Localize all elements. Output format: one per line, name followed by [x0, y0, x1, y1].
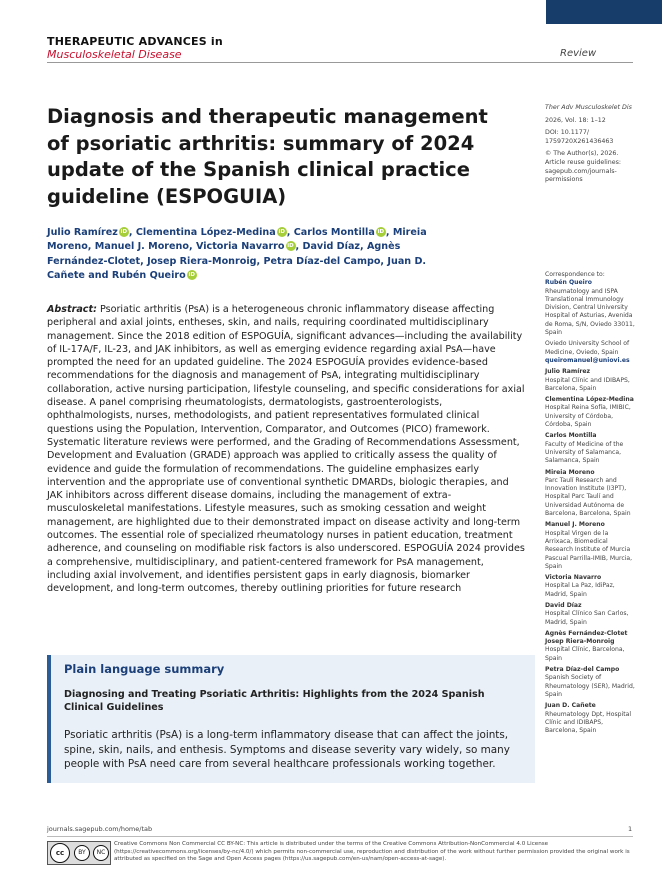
- affiliation-item: [545, 702, 635, 735]
- affiliation-names: Julio Ramírez: [545, 368, 591, 376]
- affiliation-names: Manuel J. Moreno: [545, 521, 605, 529]
- author-name[interactable]: Carlos Montilla: [293, 227, 375, 238]
- author-name[interactable]: Manuel J. Moreno: [94, 241, 189, 253]
- author-name[interactable]: Clementina López-Medina: [135, 227, 276, 238]
- affiliation-detail: Hospital Clínico San Carlos, Madrid, Spain: [545, 610, 629, 626]
- affiliation-detail: Spanish Society of Rheumatology (SER), Madrid, Spain: [545, 674, 635, 698]
- correspondence-address-2: Oviedo University School of Medicine, Oviedo, Spain: [545, 340, 630, 356]
- page-number: 1: [628, 825, 633, 833]
- author-name[interactable]: Juan D. Cañete: [47, 255, 427, 282]
- article-meta: [545, 104, 640, 185]
- author-name[interactable]: Josep Riera-Monroig: [147, 255, 257, 267]
- header-divider: [47, 62, 633, 63]
- author-separator: ,: [286, 227, 294, 238]
- author-name[interactable]: Agnès Fernández-Clotet: [47, 241, 401, 267]
- article-title: Diagnosis and therapeutic management of psoriatic arthritis: summary of 2024 update of the Spanish clinical practice guideline (ESPOGUIA): [47, 105, 488, 208]
- affiliation-item: [545, 602, 635, 627]
- orcid-icon[interactable]: iD: [287, 243, 294, 250]
- header-corner-bar: [546, 0, 662, 24]
- affiliation-item: [545, 521, 635, 571]
- affiliation-names: David Díaz: [545, 601, 582, 609]
- cc-icon: cc: [50, 843, 70, 863]
- correspondence-address: Rheumatology and ISPA Translational Immunology Division, Central University Hospital of Asturias, Avenida de Roma, S/N, Oviedo 33011, Spain: [545, 287, 635, 337]
- correspondence-name: Rubén Queiro: [545, 279, 592, 287]
- volume-info: 2026, Vol. 18: 1–12: [545, 116, 606, 124]
- correspondence-label: Correspondence to:: [545, 271, 605, 278]
- author-separator: ,: [140, 255, 148, 267]
- author-name[interactable]: Victoria Navarro: [195, 241, 285, 253]
- journal-subtitle: Musculoskeletal Disease: [47, 48, 182, 61]
- affiliation-names: Mireia Moreno: [545, 468, 595, 476]
- affiliation-names: Agnès Fernández-Clotet Josep Riera-Monroig: [545, 629, 628, 646]
- author-list: [47, 226, 447, 284]
- plain-language-heading: Plain language summary: [64, 662, 225, 676]
- footer-divider: [47, 836, 633, 837]
- cc-license-logo[interactable]: [47, 841, 111, 865]
- affiliation-names: Clementina López-Medina: [545, 396, 634, 404]
- orcid-icon[interactable]: iD: [188, 272, 195, 279]
- affiliation-names: Petra Díaz-del Campo: [545, 666, 620, 674]
- footer-url[interactable]: journals.sagepub.com/home/tab: [47, 825, 153, 833]
- affiliation-names: Juan D. Cañete: [545, 702, 596, 710]
- reuse-guidelines[interactable]: Article reuse guidelines: sagepub.com/journals-permissions: [545, 158, 622, 184]
- copyright: © The Author(s), 2026.: [545, 150, 619, 158]
- affiliation-detail: Rheumatology Dpt, Hospital Clínic and IDIBAPS, Barcelona, Spain: [545, 710, 632, 735]
- affiliation-item: [545, 396, 635, 429]
- author-separator: ,: [87, 241, 95, 253]
- affiliation-detail: Hospital Reina Sofía, IMIBIC, University of Córdoba, Córdoba, Spain: [545, 404, 631, 429]
- author-name[interactable]: Petra Díaz-del Campo: [263, 255, 381, 267]
- by-icon: BY: [74, 845, 90, 861]
- orcid-icon[interactable]: iD: [278, 229, 285, 235]
- plain-language-text: Psoriatic arthritis (PsA) is a long-term inflammatory disease that can affect the joints, spine, skin, nails, and enthesis. Symptoms and disease severity vary widely, so many people with PsA need care from several healthcare professionals working together.: [64, 729, 510, 770]
- author-separator: ,: [360, 241, 367, 253]
- affiliation-item: [545, 630, 635, 663]
- affiliation-item: [545, 469, 635, 519]
- doi-label: DOI: 10.1177/: [545, 129, 589, 137]
- abstract-label: Abstract:: [47, 304, 97, 315]
- affiliation-item: [545, 432, 635, 465]
- author-name[interactable]: David Díaz: [302, 241, 360, 253]
- author-name[interactable]: Julio Ramírez: [47, 227, 118, 238]
- author-separator: ,: [295, 241, 303, 253]
- affiliation-detail: Hospital Clínic, Barcelona, Spain: [545, 646, 625, 662]
- author-name[interactable]: Rubén Queiro: [111, 270, 186, 282]
- orcid-icon[interactable]: iD: [120, 229, 128, 235]
- affiliation-detail: Hospital La Paz, IdiPaz, Madrid, Spain: [545, 582, 615, 598]
- affiliation-detail: Faculty of Medicine of the University of Salamanca, Salamanca, Spain: [545, 440, 624, 465]
- author-name[interactable]: Mireia Moreno: [47, 227, 427, 253]
- orcid-icon[interactable]: iD: [377, 229, 385, 235]
- article-type: Review: [560, 48, 597, 59]
- author-separator: ,: [385, 227, 393, 238]
- author-separator: ,: [380, 255, 388, 267]
- author-separator: ,: [188, 241, 196, 253]
- correspondence-email[interactable]: queiromanuel@uniovi.es: [545, 356, 630, 364]
- author-separator: ,: [128, 227, 136, 238]
- affiliation-detail: Hospital Virgen de la Arrixaca, Biomedical Research Institute of Murcia Pascual Parrilla-IMIB, Murcia, Spain: [545, 529, 633, 570]
- affiliation-detail: Hospital Clínic and IDIBAPS, Barcelona, Spain: [545, 376, 630, 392]
- abstract-text: Psoriatic arthritis (PsA) is a heterogeneous chronic inflammatory disease affecting peripheral and axial joints, entheses, skin, and nails, requiring coordinated multidisciplinary management. Since the 2018 edition of ESPOGUÍA, significant advances—including the availability of IL-17A/F, IL-23, and JAK inhibitors, as well as emerging evidence regarding axial PsA—have prompted the need for an updated guideline. The 2024 ESPOGUÍA provides evidence-based recommendations for the diagnosis and management of PsA, integrating multidisciplinary collaboration, active nursing participation, lifestyle counseling, and specific considerations for axial disease. A panel comprising rheumatologists, dermatologists, gastroenterologists, ophthalmologists, nurses, methodologists, and patient representatives formulated clinical questions using the Population, Intervention, Comparator, and Outcomes (PICO) framework. Systematic literature reviews were performed, and the Grading of Recommendations Assessment, Development and Evaluation (GRADE) approach was applied to critically assess the quality of evidence and guide the formulation of recommendations. The guideline emphasizes early intervention and the appropriate use of conventional synthetic DMARDs, biologic therapies, and JAK inhibitors across different disease domains, including the management of extra-musculoskeletal manifestations. Lifestyle measures, such as smoking cessation and weight management, are highlighted due to their demonstrated impact on disease activity and long-term outcomes. The essential role of specialized rheumatology nurses in patient education, treatment adherence, and counseling on modifiable risk factors is also underscored. ESPOGUÍA 2024 provides a comprehensive, multidisciplinary, and patient-centered framework for PsA management, including axial involvement, and identifies persistent gaps in early diagnosis, biomarker development, and long-term outcomes, thereby outlining priorities for future research: [47, 304, 525, 595]
- affiliation-names: Carlos Montilla: [545, 432, 597, 440]
- affiliation-names: Victoria Navarro: [545, 574, 602, 582]
- author-separator: ,: [256, 255, 264, 267]
- nc-icon: NC: [93, 845, 109, 861]
- affiliation-item: [545, 574, 635, 599]
- journal-name: THERAPEUTIC ADVANCES in: [47, 35, 223, 48]
- affiliation-item: [545, 666, 635, 699]
- doi-value[interactable]: 1759720X261436463: [545, 137, 614, 145]
- license-text: Creative Commons Non Commercial CC BY-NC: This article is distributed under the terms of the Creative Commons Attribution-NonCommercial 4.0 License (https://creativecommons.org/licenses/by-nc/4.0/) which permits non-commercial use, reproduction and distribution of the work without further permission provided the original work is attributed as specified on the Sage and Open Access pages (https://us.sagepub.com/en-us/nam/open-access-at-sage).: [114, 841, 630, 863]
- author-separator: and: [84, 270, 112, 282]
- plain-language-subtitle: Diagnosing and Treating Psoriatic Arthritis: Highlights from the 2024 Spanish Clinical Guidelines: [64, 689, 485, 714]
- affiliation-detail: Parc Taulí Research and Innovation Institute (I3PT), Hospital Parc Taulí and Universidad Autónoma de Barcelona, Barcelona, Spain: [545, 476, 631, 518]
- correspondence-sidebar: [545, 271, 635, 738]
- affiliation-list: [545, 368, 635, 735]
- affiliation-item: [545, 368, 635, 393]
- journal-abbrev: Ther Adv Musculoskelet Dis: [545, 104, 632, 111]
- abstract: [47, 303, 527, 596]
